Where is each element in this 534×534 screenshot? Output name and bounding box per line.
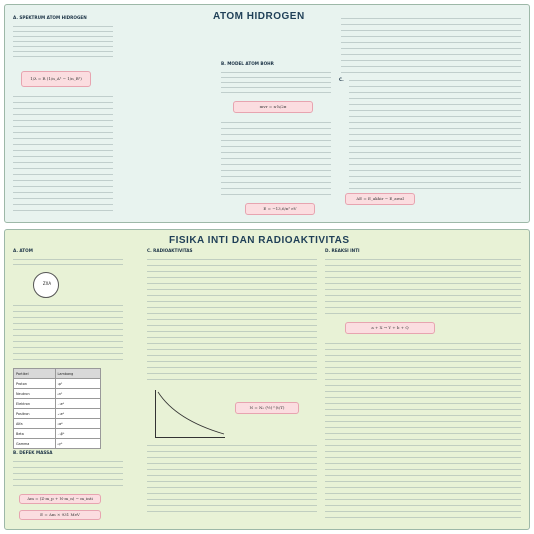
table-cell: ₋₁e⁰ <box>55 399 100 409</box>
text-block <box>147 442 317 512</box>
table-cell: Beta <box>14 429 56 439</box>
section-heading: C. <box>339 77 344 82</box>
worksheet <box>4 4 530 530</box>
table-cell: ₁p¹ <box>55 379 100 389</box>
bohr-postulate-box: mvr = n·h/2π <box>233 101 313 113</box>
table-cell: Proton <box>14 379 56 389</box>
text-block <box>13 256 123 268</box>
table-row <box>14 409 101 419</box>
table-cell: Neutron <box>14 389 56 399</box>
text-block <box>13 302 123 362</box>
section-heading: C. RADIOAKTIVITAS <box>147 248 193 253</box>
section-heading: A. SPEKTRUM ATOM HIDROGEN <box>13 15 87 20</box>
table-cell: Positron <box>14 409 56 419</box>
table-row <box>14 429 101 439</box>
transition-energy-box: ΔE = E_akhir − E_awal <box>345 193 415 205</box>
section-heading: B. DEFEK MASSA <box>13 450 53 455</box>
text-block <box>221 119 331 199</box>
nuclear-reaction-box: a + X → Y + b + Q <box>345 322 435 334</box>
table-cell: Alfa <box>14 419 56 429</box>
text-block <box>13 93 113 213</box>
text-block <box>325 340 521 520</box>
decay-graph <box>155 390 225 438</box>
text-block <box>13 23 113 58</box>
table-cell: Gamma <box>14 439 56 449</box>
energy-level-box: E = −13,6/n² eV <box>245 203 315 215</box>
table-cell: ₀γ⁰ <box>55 439 100 449</box>
hydrogen-atom-panel <box>4 4 530 223</box>
decay-formula-box: N = N₀ (½)^(t/T) <box>235 402 299 414</box>
table-row <box>14 399 101 409</box>
section-heading: B. MODEL ATOM BOHR <box>221 61 274 66</box>
binding-energy-box: E = Δm × 931 MeV <box>19 510 101 520</box>
text-block <box>341 15 521 75</box>
text-block <box>349 77 521 189</box>
table-cell: ₂α⁴ <box>55 419 100 429</box>
panel-title: FISIKA INTI DAN RADIOAKTIVITAS <box>169 235 350 246</box>
table-cell: ₀n¹ <box>55 389 100 399</box>
table-cell: Partikel <box>14 369 56 379</box>
table-row <box>14 439 101 449</box>
nucleus-diagram <box>33 272 59 298</box>
mass-defect-box: Δm = (Z·m_p + N·m_n) − m_inti <box>19 494 101 504</box>
text-block <box>13 458 123 490</box>
text-block <box>147 256 317 384</box>
particle-table <box>13 368 101 449</box>
table-cell: Elektron <box>14 399 56 409</box>
table-row <box>14 419 101 429</box>
nuclear-physics-panel <box>4 229 530 530</box>
table-cell: ₊₁e⁰ <box>55 409 100 419</box>
table-row <box>14 389 101 399</box>
table-row <box>14 379 101 389</box>
table-header-row <box>14 369 101 379</box>
decay-curve <box>156 390 226 438</box>
nucleus-label: ZXA <box>42 281 52 286</box>
text-block <box>221 69 331 97</box>
section-heading: A. ATOM <box>13 248 33 253</box>
rydberg-formula-box: 1/λ = R (1/n_A² − 1/n_B²) <box>21 71 91 87</box>
text-block <box>325 256 521 316</box>
panel-title: ATOM HIDROGEN <box>213 11 305 22</box>
table-cell: ₋₁β⁰ <box>55 429 100 439</box>
section-heading: D. REAKSI INTI <box>325 248 360 253</box>
table-cell: Lambang <box>55 369 100 379</box>
